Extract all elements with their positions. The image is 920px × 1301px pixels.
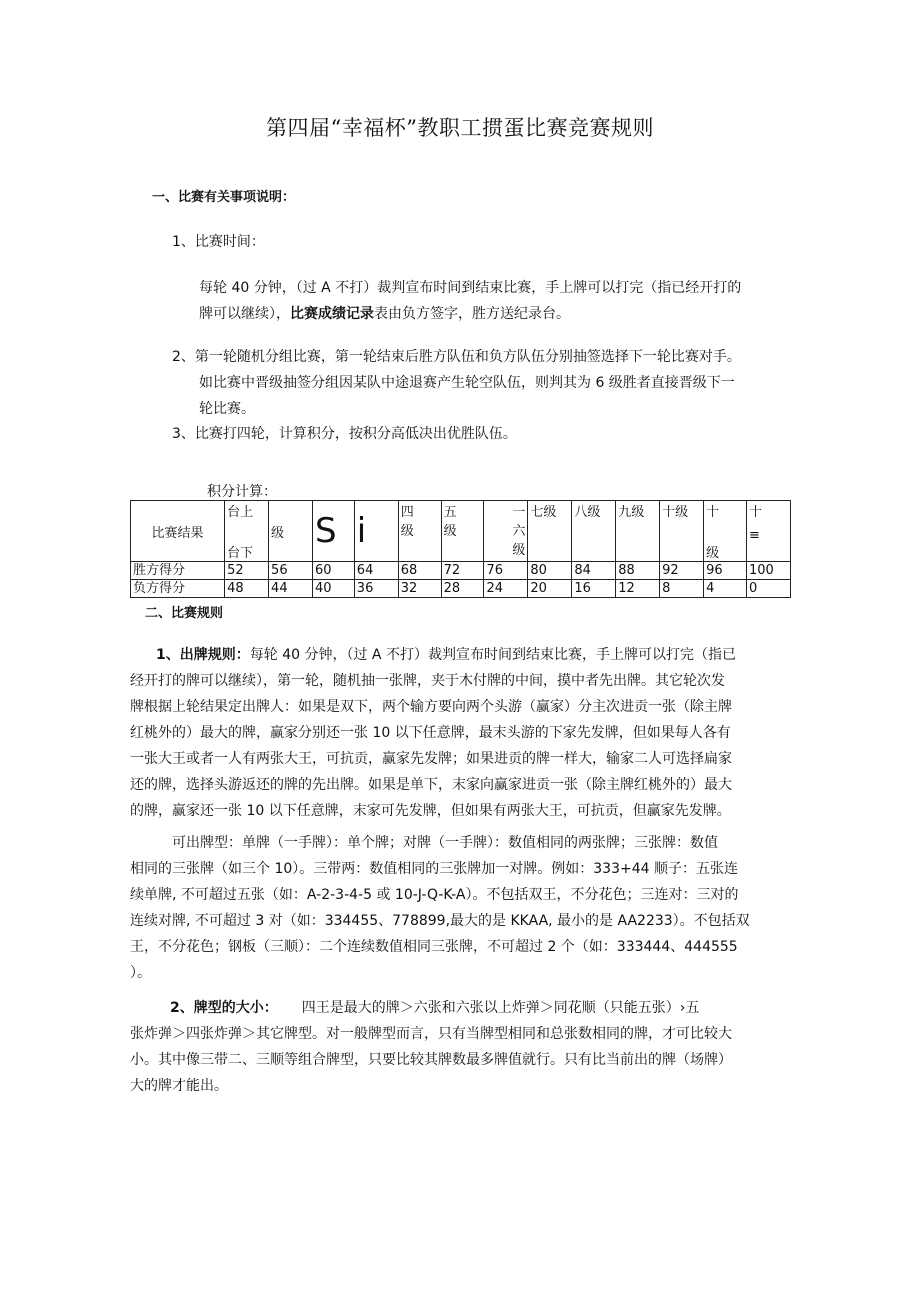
header-c1-bottom: 台下: [227, 546, 254, 561]
item2-line3: 轮比赛。: [199, 401, 255, 417]
win-cell: 56: [269, 562, 313, 580]
section2-heading: 二、比赛规则: [145, 606, 224, 621]
win-cell: 84: [572, 562, 616, 580]
result-label-cell: 比赛结果: [131, 501, 225, 562]
header-cell: i: [354, 501, 398, 562]
rule2-line4: 大的牌才能出。: [130, 1078, 228, 1094]
item2-line1: 2、第一轮随机分组比赛，第一轮结束后胜方队伍和负方队伍分别抽签选择下一轮比赛对手。: [172, 349, 741, 365]
item1-line2-b: 表由负方签字，胜方送纪录台。: [374, 306, 570, 322]
lose-cell: 8: [660, 580, 704, 598]
header-cell: S: [312, 501, 354, 562]
lose-cell: 4: [704, 580, 747, 598]
win-cell: 60: [312, 562, 354, 580]
item1-title: 1、比赛时间：: [172, 234, 265, 250]
rule1-label: 1、出牌规则：: [156, 647, 250, 663]
rule1-line4: 红桃外的）最大的牌，赢家分别还一张 10 以下任意牌，最末头游的下家先发牌，但如果每人各有: [130, 725, 731, 741]
lose-cell: 24: [484, 580, 528, 598]
header-c13-bottom: ≡: [748, 528, 760, 543]
header-cell: [484, 501, 528, 562]
rule2-line3: 小。其中像三带二、三顺等组合牌型，只要比较其牌数最多牌值就行。只有比当前出的牌（场牌）: [130, 1052, 732, 1068]
header-c13-top: 十: [748, 505, 762, 520]
lose-cell: 36: [354, 580, 398, 598]
types-line6: ）。: [130, 965, 151, 981]
score-table: [130, 500, 791, 598]
lose-cell: 16: [572, 580, 616, 598]
header-cell: 级: [269, 501, 313, 562]
win-cell: 96: [704, 562, 747, 580]
rule1-line7: 的牌，赢家还一张 10 以下任意牌，末家可先发牌，但如果有两张大王，可抗贡，但赢家先发牌。: [130, 803, 731, 819]
card-types-paragraph: [130, 830, 810, 986]
win-cell: 88: [616, 562, 660, 580]
lose-cell: 0: [746, 580, 790, 598]
rule1-line3: 牌根据上轮结果定出牌人：如果是双下，两个输方要向两个头游（赢家）分主次进贡一张（除主牌: [130, 699, 732, 715]
win-cell: 72: [441, 562, 484, 580]
item3: 3、比赛打四轮，计算积分，按积分高低决出优胜队伍。: [172, 426, 517, 442]
rule2-label: 2、牌型的大小：: [170, 1000, 278, 1016]
types-line4: 连续对牌, 不可超过 3 对（如：334455、778899,最大的是 KKAA, 最小的是 AA2233）。不包括双: [130, 913, 750, 929]
win-cell: 52: [225, 562, 269, 580]
win-cell: 68: [398, 562, 441, 580]
header-c7: 一六级: [512, 505, 526, 558]
win-cell: 92: [660, 562, 704, 580]
header-c12-bottom: 级: [706, 546, 720, 561]
table-row-win: [131, 562, 791, 580]
lose-cell: 12: [616, 580, 660, 598]
table-header-row: [131, 501, 791, 562]
header-cell: 七级: [528, 501, 572, 562]
document-title: 第四届“幸福杯”教职工掼蛋比赛竞赛规则: [266, 116, 654, 140]
lose-cell: 40: [312, 580, 354, 598]
header-c5: 四级: [400, 505, 414, 539]
rule1-line6: 还的牌，选择头游返还的牌的先出牌。如果是单下，末家向赢家进贡一张（除主牌红桃外的）最大: [130, 777, 732, 793]
header-cell: [441, 501, 484, 562]
table-row-lose: [131, 580, 791, 598]
header-cell: 九级: [616, 501, 660, 562]
header-cell: [704, 501, 747, 562]
item1-line2-bold: 比赛成绩记录: [290, 306, 374, 322]
lose-cell: 20: [528, 580, 572, 598]
win-cell: 100: [746, 562, 790, 580]
rule1-line5: 一张大王或者一人有两张大王，可抗贡，赢家先发牌；如果进贡的牌一样大，输家二人可选择扁家: [130, 751, 732, 767]
lose-cell: 32: [398, 580, 441, 598]
header-c12-top: 十: [706, 505, 720, 520]
section1-heading: 一、比赛有关事项说明：: [152, 190, 296, 205]
item1-line1: 每轮 40 分钟，（过 A 不打）裁判宣布时间到结束比赛，手上牌可以打完（指已经开打的: [199, 280, 742, 296]
item1-paragraph: [199, 275, 799, 327]
lose-cell: 44: [269, 580, 313, 598]
header-c6: 五级: [443, 505, 457, 539]
rule2-line2: 张炸弹＞四张炸弹＞其它牌型。对一般牌型而言，只有当牌型相同和总张数相同的牌，才可比较大: [130, 1026, 732, 1042]
item2-line2: 如比赛中晋级抽签分组因某队中途退赛产生轮空队伍，则判其为 6 级胜者直接晋级下一: [199, 375, 735, 391]
rule1-line2: 经开打的牌可以继续），第一轮，随机抽一张牌，夹于木付牌的中间，摸中者先出牌。其它轮次发: [130, 673, 725, 689]
item1-line2-a: 牌可以继续），: [199, 306, 290, 322]
lose-label-cell: 负方得分: [131, 580, 225, 598]
rule2-paragraph: [130, 995, 810, 1099]
win-cell: 76: [484, 562, 528, 580]
header-cell: [398, 501, 441, 562]
types-line3: 续单牌, 不可超过五张（如：A-2-3-4-5 或 10-J-Q-K-A）。不包括双王，不分花色；三连对：三对的: [130, 887, 739, 903]
win-label-cell: 胜方得分: [131, 562, 225, 580]
win-cell: 64: [354, 562, 398, 580]
lose-cell: 28: [441, 580, 484, 598]
rule2-line1: 四王是最大的牌＞六张和六张以上炸弹＞同花顺（只能五张）›五: [301, 1000, 700, 1016]
header-cell: 八级: [572, 501, 616, 562]
header-cell: 十级: [660, 501, 704, 562]
rule1-line1: 每轮 40 分钟，（过 A 不打）裁判宣布时间到结束比赛，手上牌可以打完（指已: [249, 647, 736, 663]
header-c1-top: 台上: [227, 505, 254, 520]
win-cell: 80: [528, 562, 572, 580]
header-cell: [746, 501, 790, 562]
rule1-paragraph: [130, 642, 810, 824]
types-line1: 可出牌型：单牌（一手牌）：单个牌；对牌（一手牌）：数值相同的两张牌；三张牌：数值: [172, 835, 718, 851]
score-table-caption: 积分计算：: [207, 484, 277, 500]
item1-line2: [199, 301, 799, 327]
header-cell: [225, 501, 269, 562]
types-line5: 王，不分花色；钢板（三顺）：二个连续数值相同三张牌，不可超过 2 个（如：333444、444555: [130, 939, 738, 955]
lose-cell: 48: [225, 580, 269, 598]
types-line2: 相同的三张牌（如三个 10）。三带两：数值相同的三张牌加一对牌。例如：333+44 顺子：五张连: [130, 861, 738, 877]
